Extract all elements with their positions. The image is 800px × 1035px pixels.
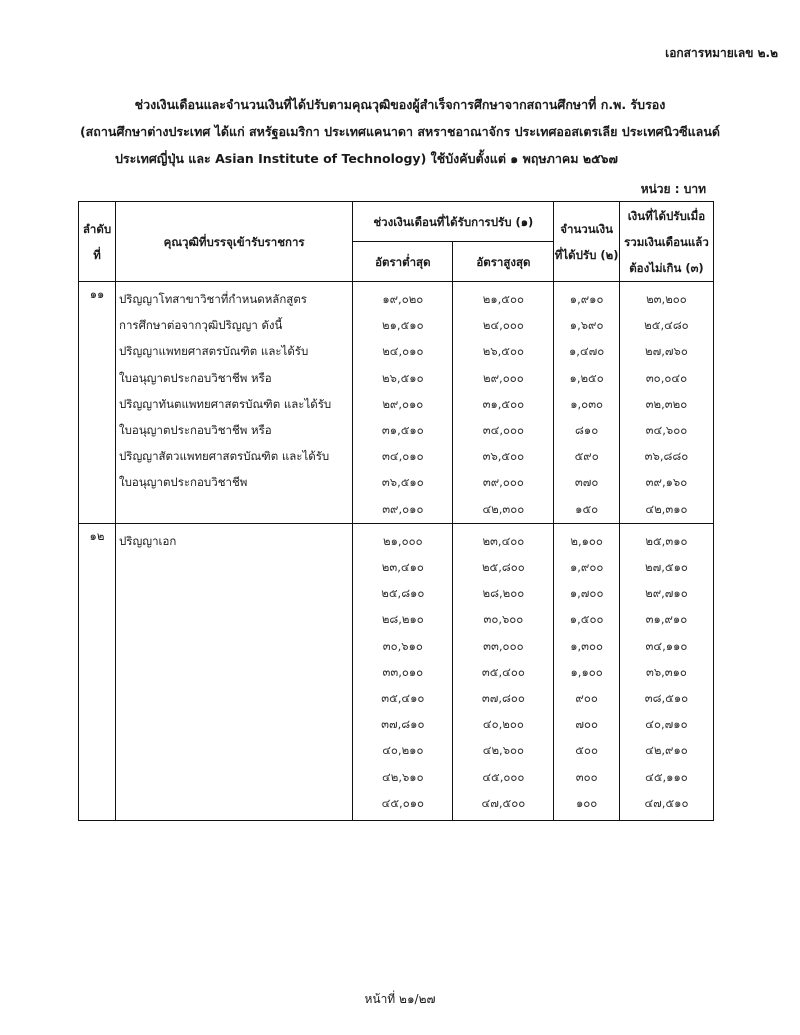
title-line-3: ประเทศญี่ปุ่น และ Asian Institute of Technology) ใช้บังคับตั้งแต่ ๑ พฤษภาคม ๒๕๖๗ xyxy=(115,151,618,166)
cell-adjust: ๑,๒๕๐ xyxy=(569,370,604,385)
cell-total: ๓๔,๖๐๐ xyxy=(645,423,688,438)
qualification-line: ปริญญาโทสาขาวิชาที่กำหนดหลักสูตร xyxy=(119,292,307,306)
cell-min: ๔๒,๖๑๐ xyxy=(382,769,424,784)
header-adjust-line2: ที่ได้ปรับ (๒) xyxy=(554,247,619,262)
cell-min: ๓๐,๖๑๐ xyxy=(382,638,423,653)
cell-min: ๒๕,๘๑๐ xyxy=(381,586,425,601)
cell-adjust: ๕๙๐ xyxy=(574,449,599,464)
table-row-group xyxy=(79,282,714,524)
cell-total: ๓๐,๐๔๐ xyxy=(645,370,688,385)
cell-min: ๒๖,๕๑๐ xyxy=(382,370,424,385)
cell-min: ๓๕,๔๑๐ xyxy=(381,691,425,706)
cell-total: ๓๘,๕๑๐ xyxy=(644,691,689,706)
header-min-rate: อัตราต่ำสุด xyxy=(353,242,453,282)
cell-max: ๒๙,๐๐๐ xyxy=(483,370,524,385)
cell-max: ๔๕,๐๐๐ xyxy=(482,769,525,784)
column-max xyxy=(453,523,554,820)
cell-adjust: ๑,๓๐๐ xyxy=(570,638,604,653)
column-min xyxy=(353,523,453,820)
cell-total: ๔๐,๗๑๐ xyxy=(645,717,688,732)
qualification-line: ใบอนุญาตประกอบวิชาชีพ หรือ xyxy=(119,370,272,385)
cell-min: ๓๙,๐๑๐ xyxy=(382,501,424,516)
column-adjust xyxy=(554,523,620,820)
cell-max: ๔๒,๓๐๐ xyxy=(482,501,525,516)
cell-adjust: ๑,๙๐๐ xyxy=(569,560,604,575)
column-total xyxy=(619,282,713,524)
cell-adjust: ๑,๕๐๐ xyxy=(569,612,604,627)
cell-total: ๒๕,๓๑๐ xyxy=(645,533,688,548)
salary-table xyxy=(78,201,714,821)
qualification-line: การศึกษาต่อจากวุฒิปริญญา ดังนี้ xyxy=(119,318,283,333)
column-adjust xyxy=(554,282,620,524)
cell-max: ๒๑,๕๐๐ xyxy=(482,292,525,306)
cell-max: ๒๕,๘๐๐ xyxy=(481,560,525,575)
qualification-line: ปริญญาสัตวแพทยศาสตรบัณฑิต และได้รับ xyxy=(119,449,330,464)
qualification-line: ใบอนุญาตประกอบวิชาชีพ xyxy=(119,475,248,490)
header-total-line2: รวมเงินเดือนแล้ว xyxy=(624,234,709,249)
cell-max: ๔๗,๕๐๐ xyxy=(481,795,526,810)
cell-min: ๒๑,๐๐๐ xyxy=(383,533,423,548)
header-adjust-line1: จำนวนเงิน xyxy=(560,221,614,236)
cell-min: ๒๑,๕๑๐ xyxy=(382,318,424,333)
cell-max: ๔๒,๖๐๐ xyxy=(482,743,525,758)
cell-min: ๒๘,๒๑๐ xyxy=(381,612,424,627)
cell-adjust: ๑๐๐ xyxy=(575,795,598,810)
header-total xyxy=(619,202,713,282)
unit-label: หน่วย : บาท xyxy=(640,182,706,196)
cell-adjust: ๑,๙๑๐ xyxy=(569,292,604,306)
header-qualification: คุณวุฒิที่บรรจุเข้ารับราชการ xyxy=(116,202,353,282)
cell-max: ๓๑,๕๐๐ xyxy=(482,396,525,411)
column-total xyxy=(619,523,713,820)
cell-min: ๒๙,๐๑๐ xyxy=(382,396,424,411)
cell-total: ๓๖,๘๘๐ xyxy=(644,449,689,464)
row-qualification xyxy=(116,523,353,820)
cell-max: ๒๓,๔๐๐ xyxy=(482,533,525,548)
title-line-2: (สถานศึกษาต่างประเทศ ได้แก่ สหรัฐอเมริกา ประเทศแคนาดา สหราชอาณาจักร ประเทศออสเตรเลีย ประเทศนิวซีแลนด์ xyxy=(79,124,721,139)
cell-max: ๒๔,๐๐๐ xyxy=(482,318,524,333)
cell-total: ๔๒,๓๑๐ xyxy=(645,501,688,516)
cell-min: ๔๕,๐๑๐ xyxy=(381,795,425,810)
qualification-line: ปริญญาเอก xyxy=(119,533,177,548)
column-max xyxy=(453,282,554,524)
title-line-1: ช่วงเงินเดือนและจำนวนเงินที่ได้ปรับตามคุณวุฒิของผู้สำเร็จการศึกษาจากสถานศึกษาที่ ก.พ. รับรอง xyxy=(134,97,666,112)
row-seq: ๑๑ xyxy=(79,282,116,524)
page-number: หน้าที่ ๒๑/๒๗ xyxy=(364,992,436,1006)
cell-min: ๓๓,๐๑๐ xyxy=(382,664,424,679)
header-total-line1: เงินที่ได้ปรับเมื่อ xyxy=(627,208,706,223)
cell-adjust: ๘๑๐ xyxy=(575,423,599,438)
header-salary-range: ช่วงเงินเดือนที่ได้รับการปรับ (๑) xyxy=(353,202,554,242)
cell-min: ๓๖,๕๑๐ xyxy=(381,475,424,490)
cell-adjust: ๑,๐๓๐ xyxy=(570,396,604,411)
cell-adjust: ๑๕๐ xyxy=(575,501,599,516)
row-qualification xyxy=(116,282,353,524)
cell-max: ๒๘,๒๐๐ xyxy=(482,586,525,601)
cell-max: ๓๓,๐๐๐ xyxy=(483,638,524,653)
cell-max: ๓๗,๘๐๐ xyxy=(481,691,525,706)
cell-max: ๓๙,๐๐๐ xyxy=(482,475,524,490)
cell-total: ๓๒,๓๒๐ xyxy=(645,396,688,411)
cell-adjust: ๓๗๐ xyxy=(574,475,599,490)
header-seq-line1: ลำดับ xyxy=(82,221,112,236)
cell-adjust: ๑,๔๗๐ xyxy=(568,344,605,359)
header-seq-line2: ที่ xyxy=(93,247,101,262)
cell-adjust: ๒,๑๐๐ xyxy=(570,533,603,548)
cell-adjust: ๑,๖๙๐ xyxy=(569,318,604,333)
cell-total: ๓๖,๓๑๐ xyxy=(645,664,687,679)
cell-total: ๓๔,๑๑๐ xyxy=(645,638,688,653)
cell-max: ๓๖,๕๐๐ xyxy=(482,449,525,464)
qualification-line: ปริญญาแพทยศาสตรบัณฑิต และได้รับ xyxy=(119,344,309,359)
cell-total: ๒๓,๒๐๐ xyxy=(646,292,687,306)
header-adjust xyxy=(554,202,620,282)
cell-min: ๓๑,๕๑๐ xyxy=(381,423,424,438)
cell-total: ๒๗,๗๖๐ xyxy=(645,344,688,359)
cell-adjust: ๗๐๐ xyxy=(575,717,598,732)
cell-min: ๓๔,๐๑๐ xyxy=(382,449,424,464)
cell-adjust: ๓๐๐ xyxy=(575,769,598,784)
column-min xyxy=(353,282,453,524)
cell-min: ๔๐,๒๑๐ xyxy=(382,743,424,758)
cell-adjust: ๑,๗๐๐ xyxy=(569,586,604,601)
cell-total: ๒๕,๔๘๐ xyxy=(644,318,689,333)
cell-min: ๒๔,๐๑๐ xyxy=(382,344,424,359)
cell-max: ๔๐,๒๐๐ xyxy=(482,717,524,732)
cell-min: ๓๗,๘๑๐ xyxy=(381,717,425,732)
cell-min: ๑๙,๐๒๐ xyxy=(382,292,424,306)
cell-total: ๓๑,๙๑๐ xyxy=(645,612,688,627)
cell-max: ๓๔,๐๐๐ xyxy=(482,423,525,438)
header-seq xyxy=(79,202,116,282)
row-seq: ๑๒ xyxy=(79,523,116,820)
cell-total: ๒๙,๗๑๐ xyxy=(645,586,688,601)
cell-total: ๔๗,๕๑๐ xyxy=(644,795,689,810)
cell-total: ๓๙,๑๖๐ xyxy=(645,475,688,490)
cell-max: ๓๐,๖๐๐ xyxy=(483,612,524,627)
qualification-line: ปริญญาทันตแพทยศาสตรบัณฑิต และได้รับ xyxy=(119,396,332,411)
cell-total: ๔๒,๙๑๐ xyxy=(645,743,688,758)
cell-adjust: ๙๐๐ xyxy=(575,691,598,706)
cell-total: ๒๗,๕๑๐ xyxy=(645,560,688,575)
header-max-rate: อัตราสูงสุด xyxy=(453,242,554,282)
header-total-line3: ต้องไม่เกิน (๓) xyxy=(629,260,704,275)
cell-adjust: ๑,๑๐๐ xyxy=(570,664,603,679)
cell-total: ๔๕,๑๑๐ xyxy=(645,769,688,784)
cell-adjust: ๕๐๐ xyxy=(575,743,599,758)
cell-min: ๒๓,๔๑๐ xyxy=(381,560,424,575)
cell-max: ๒๖,๕๐๐ xyxy=(482,344,525,359)
document-number: เอกสารหมายเลข ๒.๒ xyxy=(665,46,778,60)
qualification-line: ใบอนุญาตประกอบวิชาชีพ หรือ xyxy=(119,423,272,438)
table-row-group xyxy=(79,523,714,820)
cell-max: ๓๕,๔๐๐ xyxy=(481,664,525,679)
